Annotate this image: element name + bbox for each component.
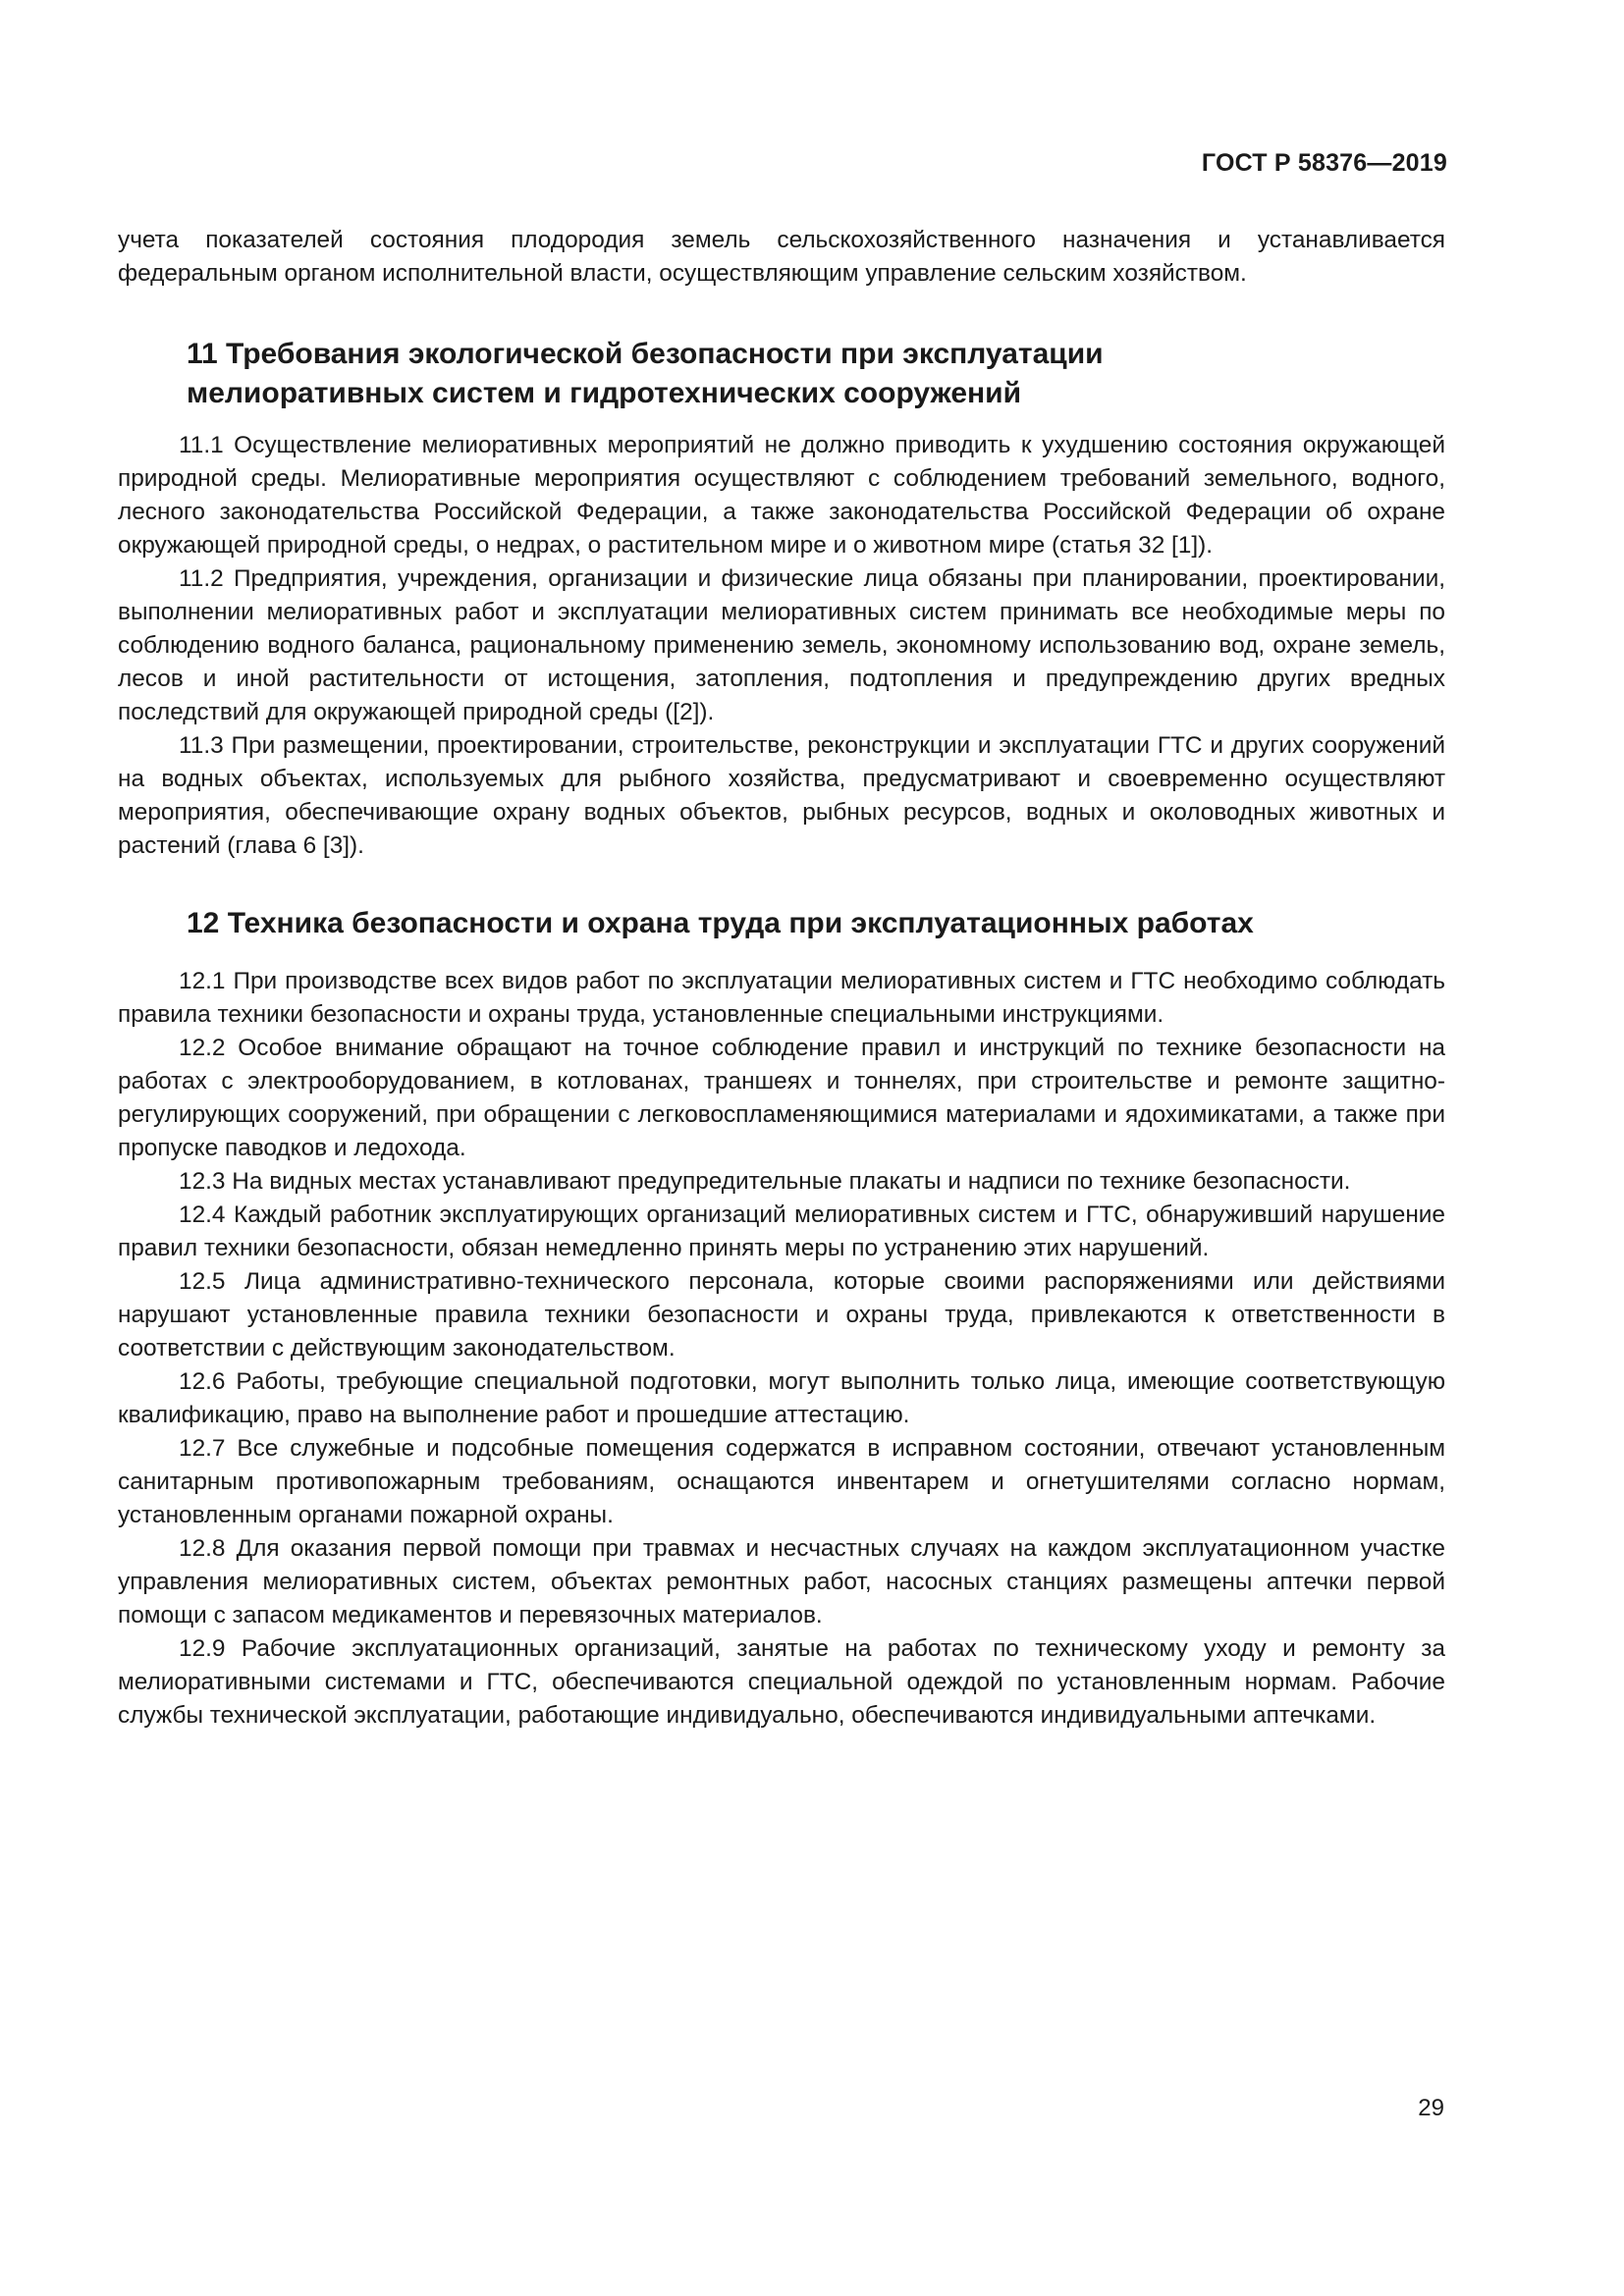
section-11-title — [118, 335, 1445, 413]
paragraph-11-3: 11.3 При размещении, проектировании, строительстве, реконструкции и эксплуатации ГТС и других сооружений на водных объектах, используемых для рыбного хозяйства, предусматривают и своевременно осуществляют мероприятия, обеспечивающие охрану водных объектов, рыбных ресурсов, водных и околоводных животных и растений (глава 6 [3]). — [118, 732, 1445, 859]
page-content — [118, 224, 1445, 1733]
page-number: 29 — [1418, 2095, 1444, 2121]
intro-paragraph: учета показателей состояния плодородия земель сельскохозяйственного назначения и устанавливается федеральным органом исполнительной власти, осуществляющим управление сельским хозяйством. — [118, 227, 1445, 287]
standard-designation: ГОСТ Р 58376—2019 — [1201, 149, 1447, 177]
paragraph-12-7: 12.7 Все служебные и подсобные помещения содержатся в исправном состоянии, отвечают установленным санитарным противопожарным требованиям, оснащаются инвентарем и огнетушителями согласно нормам, установленным органами пожарной охраны. — [118, 1435, 1445, 1528]
paragraph-12-4: 12.4 Каждый работник эксплуатирующих организаций мелиоративных систем и ГТС, обнаруживший нарушение правил техники безопасности, обязан немедленно принять меры по устранению этих нарушений. — [118, 1201, 1445, 1261]
paragraph-11-1: 11.1 Осуществление мелиоративных мероприятий не должно приводить к ухудшению состояния окружающей природной среды. Мелиоративные мероприятия осуществляют с соблюдением требований земельного, водного, лесного законодательства Российской Федерации, а также законодательства Российской Федерации об охране окружающей природной среды, о недрах, о растительном мире и о животном мире (статья 32 [1]). — [118, 432, 1445, 559]
paragraph-12-2: 12.2 Особое внимание обращают на точное соблюдение правил и инструкций по технике безопасности на работах с электрооборудованием, в котлованах, траншеях и тоннелях, при строительстве и ремонте защитно-регулирующих сооружений, при обращении с легковоспламеняющимися материалами и ядохимикатами, а также при пропуске паводков и ледохода. — [118, 1035, 1445, 1161]
paragraph-12-6: 12.6 Работы, требующие специальной подготовки, могут выполнить только лица, имеющие соответствующую квалификацию, право на выполнение работ и прошедшие аттестацию. — [118, 1368, 1445, 1428]
paragraph-12-9: 12.9 Рабочие эксплуатационных организаций, занятые на работах по техническому уходу и ремонту за мелиоративными системами и ГТС, обеспечиваются специальной одеждой по установленным нормам. Рабочие службы технической эксплуатации, работающие индивидуально, обеспечиваются индивидуальными аптечками. — [118, 1635, 1445, 1729]
section-12-title: 12 Техника безопасности и охрана труда при эксплуатационных работах — [187, 907, 1254, 939]
paragraph-12-8: 12.8 Для оказания первой помощи при травмах и несчастных случаях на каждом эксплуатационном участке управления мелиоративных систем, объектах ремонтных работ, насосных станциях размещены аптечки первой помощи с запасом медикаментов и перевязочных материалов. — [118, 1535, 1445, 1629]
section-11-title-line2: мелиоративных систем и гидротехнических сооружений — [187, 377, 1022, 409]
section-11-title-line1: 11 Требования экологической безопасности при эксплуатации — [187, 338, 1104, 370]
paragraph-12-1: 12.1 При производстве всех видов работ по эксплуатации мелиоративных систем и ГТС необходимо соблюдать правила техники безопасности и охраны труда, установленные специальными инструкциями. — [118, 968, 1445, 1028]
paragraph-11-2: 11.2 Предприятия, учреждения, организации и физические лица обязаны при планировании, проектировании, выполнении мелиоративных работ и эксплуатации мелиоративных систем принимать все необходимые меры по соблюдению водного баланса, рациональному применению земель, экономному использованию вод, охране земель, лесов и иной растительности от истощения, затопления, подтопления и предупреждению других вредных последствий для окружающей природной среды ([2]). — [118, 565, 1445, 725]
paragraph-12-3: 12.3 На видных местах устанавливают предупредительные плакаты и надписи по технике безопасности. — [179, 1168, 1351, 1195]
paragraph-12-5: 12.5 Лица административно-технического персонала, которые своими распоряжениями или действиями нарушают установленные правила техники безопасности и охраны труда, привлекаются к ответственности в соответствии с действующим законодательством. — [118, 1268, 1445, 1362]
